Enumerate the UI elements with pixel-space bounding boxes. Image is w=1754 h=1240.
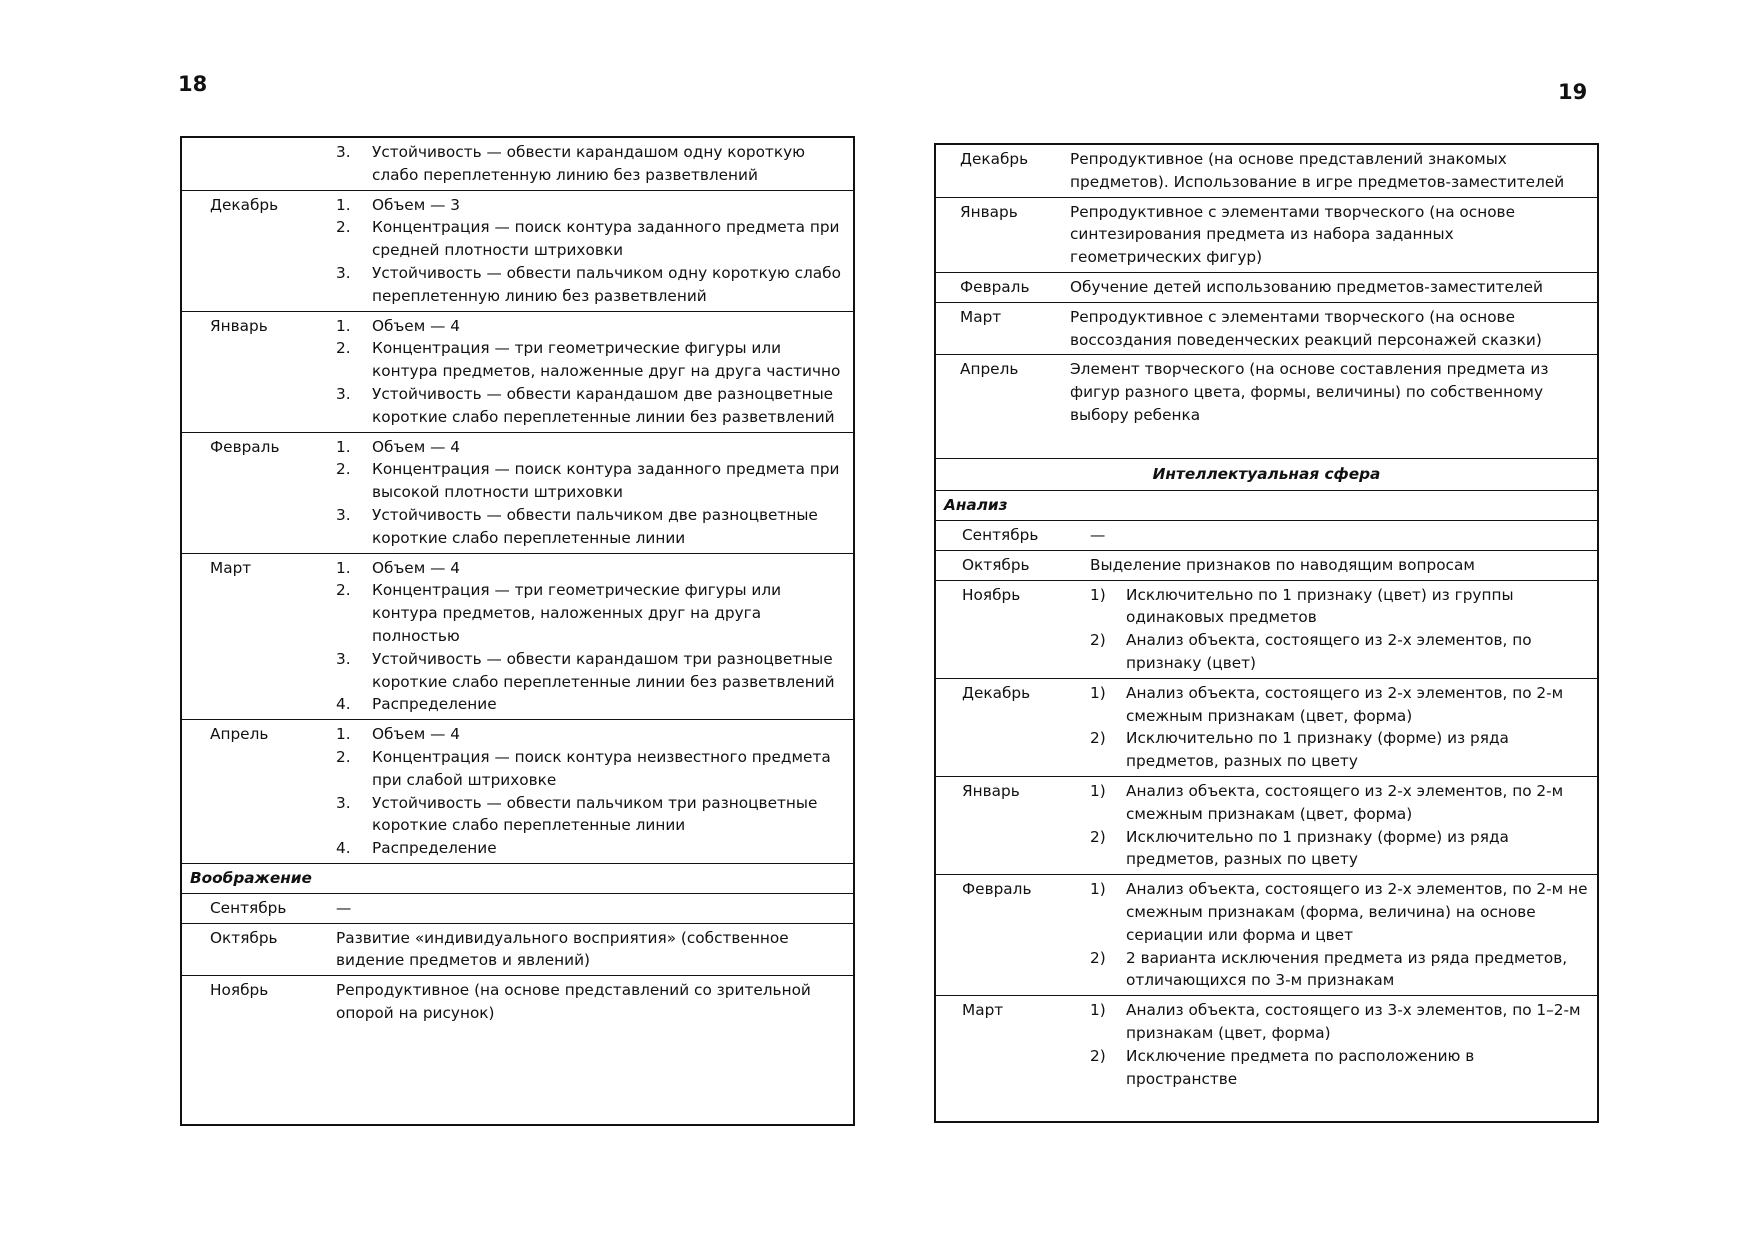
month-cell: Октябрь [962,555,1030,574]
table-row [936,273,1597,303]
month-cell: Октябрь [210,928,278,947]
list-item: 2) 2 варианта исключения предмета из ряда предметов, отличающихся по 3-м признакам [1090,948,1568,990]
month-cell: Январь [210,316,268,335]
list-item: 2) Исключительно по 1 признаку (форме) из ряда предметов, разных по цвету [1090,729,1509,771]
description-cell: Репродуктивное (на основе представлений знакомых предметов). Использование в игре предметов-заместителей [1070,150,1565,191]
table-row [182,924,853,977]
table-row [936,198,1597,273]
list-item: 2. Концентрация — поиск контура неизвестного предмета при слабой штриховке [336,747,831,789]
section-heading-row [182,864,853,894]
left-page-table [180,136,855,1126]
month-cell: Март [962,1001,1004,1020]
description-cell: Репродуктивное (на основе представлений со зрительной опорой на рисунок) [336,981,811,1022]
month-cell: Март [210,558,252,577]
list-item: 2. Концентрация — поиск контура заданного предмета при средней плотности штриховки [336,218,840,260]
list-item: 2. Концентрация — три геометрические фигуры или контура предметов, наложенных друг на друга полностью [336,581,782,645]
list-item: 3. Устойчивость — обвести пальчиком две разноцветные короткие слабо переплетенные линии [336,505,818,547]
description-cell: — [336,898,352,917]
list-item: 2) Исключение предмета по расположению в пространстве [1090,1046,1475,1088]
table-row [936,679,1597,777]
table-row [936,145,1597,198]
description-cell: Репродуктивное с элементами творческого (на основе синтезирования предмета из набора заданных геометрических фигур) [1070,202,1515,267]
month-cell: Февраль [210,437,280,456]
description-cell: Выделение признаков по наводящим вопросам [1090,555,1475,574]
page-number-left: 18 [178,72,208,96]
list-item: 1. Объем — 4 [336,437,460,456]
month-cell: Сентябрь [962,525,1039,544]
section-title-intellectual-sphere: Интеллектуальная сфера [1152,465,1381,484]
table-row [936,777,1597,875]
table-row [182,720,853,864]
list-item: 2. Концентрация — поиск контура заданного предмета при высокой плотности штриховки [336,460,840,502]
list-item: 3. Устойчивость — обвести карандашом три разноцветные короткие слабо переплетенные линии без разветвлений [336,649,835,691]
month-cell: Февраль [962,880,1032,899]
list-item: 1. Объем — 3 [336,195,460,214]
list-item: 1) Анализ объекта, состоящего из 2-х элементов, по 2-м не смежным признакам (форма, величина) на основе сериации или форма и цвет [1090,880,1588,944]
description-cell: Развитие «индивидуального восприятия» (собственное видение предметов и явлений) [336,928,789,970]
list-item: 1. Объем — 4 [336,316,460,335]
table-row [182,894,853,924]
month-cell: Декабрь [210,195,279,214]
table-row [936,875,1597,996]
month-cell [182,138,334,190]
section-heading-row [936,459,1597,491]
month-cell: Декабрь [962,683,1031,702]
subsection-heading-row [936,491,1597,521]
list-item: 4. Распределение [336,695,497,714]
description-cell: Элемент творческого (на основе составления предмета из фигур разного цвета, формы, величины) по собственному выбору ребенка [1070,360,1549,424]
table-row [936,996,1597,1093]
description-cell: — [1090,525,1106,544]
table-row [182,191,853,312]
table-row [936,521,1597,551]
month-cell: Сентябрь [210,898,287,917]
month-cell: Ноябрь [962,585,1021,604]
table-row [936,355,1597,459]
table-row [182,138,853,191]
month-cell: Январь [960,202,1018,221]
page-number-right: 19 [1558,80,1588,104]
description-cell: Репродуктивное с элементами творческого (на основе воссоздания поведенческих реакций персонажей сказки) [1070,307,1542,349]
list-item: 1) Анализ объекта, состоящего из 2-х элементов, по 2-м смежным признакам (цвет, форма) [1090,683,1564,725]
month-cell: Январь [962,781,1020,800]
description-cell: Обучение детей использованию предметов-заместителей [1070,277,1544,296]
month-cell: Февраль [960,277,1030,296]
list-item: 2) Анализ объекта, состоящего из 2-х элементов, по признаку (цвет) [1090,631,1532,672]
month-cell: Апрель [960,360,1019,379]
section-title-analysis: Анализ [944,496,1008,515]
list-item: 2. Концентрация — три геометрические фигуры или контура предметов, наложенные друг на друга частично [336,339,841,381]
table-row [936,551,1597,581]
list-item: 1. Объем — 4 [336,558,460,577]
list-item: 3. Устойчивость — обвести пальчиком три разноцветные короткие слабо переплетенные линии [336,793,818,835]
right-page-table [934,143,1599,1123]
month-cell: Апрель [210,725,269,744]
month-cell: Ноябрь [210,981,269,1000]
month-cell: Март [960,307,1002,326]
table-row [936,303,1597,356]
list-item: 1) Анализ объекта, состоящего из 3-х элементов, по 1–2-м признакам (цвет, форма) [1090,1001,1581,1042]
table-row [182,433,853,554]
list-item: 2) Исключительно по 1 признаку (форме) из ряда предметов, разных по цвету [1090,827,1509,869]
list-item: 4. Распределение [336,839,497,858]
table-row [182,312,853,433]
list-item: 3. Устойчивость — обвести пальчиком одну короткую слабо переплетенную линию без разветвлений [336,263,841,305]
list-item: 3. Устойчивость — обвести карандашом одну короткую слабо переплетенную линию без разветвлений [336,143,806,184]
list-item: 1) Анализ объекта, состоящего из 2-х элементов, по 2-м смежным признакам (цвет, форма) [1090,781,1564,823]
month-cell: Декабрь [960,150,1029,168]
list-item: 1. Объем — 4 [336,725,460,744]
list-item: 1) Исключительно по 1 признаку (цвет) из группы одинаковых предметов [1090,585,1514,627]
table-row [182,554,853,721]
table-row [936,581,1597,679]
table-row [182,976,853,1028]
list-item: 3. Устойчивость — обвести карандашом две разноцветные короткие слабо переплетенные линии без разветвлений [336,384,835,426]
section-title-imagination: Воображение [190,868,312,887]
